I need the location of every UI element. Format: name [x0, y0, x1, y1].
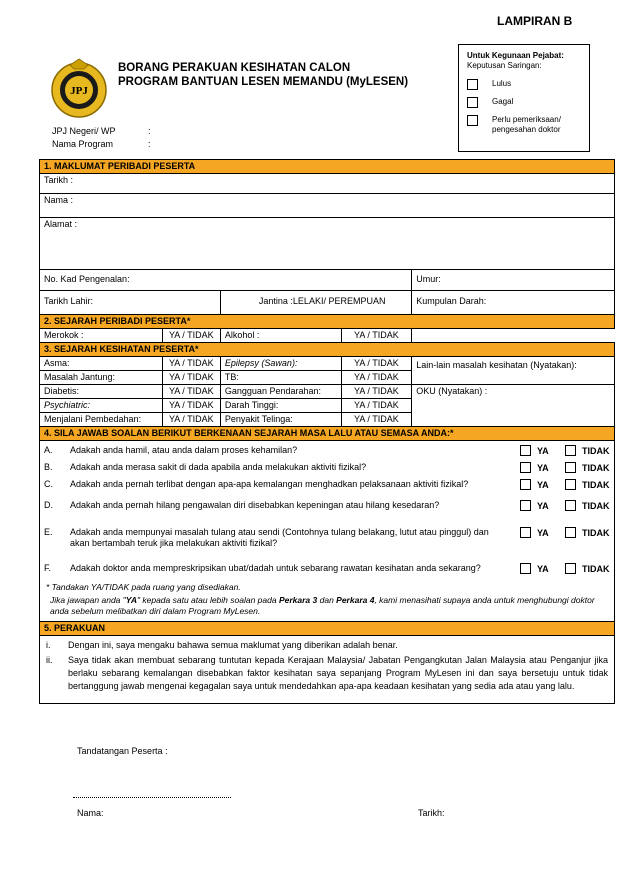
note-2: Jika jawapan anda "YA" kepada satu atau lebih soalan pada Perkara 3 dan Perkara 4, kami menasihati supaya anda untuk menghubungi doktor anda sebelum melibatkan diri dalam Program MyLesen.: [50, 595, 595, 616]
umur-field[interactable]: Umur:: [412, 270, 615, 291]
question-letter: D.: [44, 500, 53, 510]
tidak-checkbox[interactable]: [565, 527, 576, 538]
epilepsy-label: Epilepsy (Sawan):: [220, 357, 341, 371]
section-3-header: 3. SEJARAH KESIHATAN PESERTA*: [40, 343, 615, 357]
lulus-checkbox[interactable]: [467, 79, 478, 90]
darah-tinggi-label: Darah Tinggi:: [220, 399, 341, 413]
question-answers: [520, 445, 610, 456]
question-answers: [520, 479, 610, 490]
question-text: Adakah anda merasa sakit di dada apabila anda melakukan aktiviti fizikal?: [70, 462, 367, 472]
tb-label: TB:: [220, 371, 341, 385]
question-row: [44, 462, 610, 473]
alkohol-answer[interactable]: YA / TIDAK: [341, 329, 412, 343]
tidak-label: TIDAK: [582, 563, 610, 574]
question-letter: A.: [44, 445, 53, 455]
main-form-table: [39, 159, 615, 704]
tidak-label: TIDAK: [582, 527, 610, 538]
ya-checkbox[interactable]: [520, 500, 531, 511]
decl-text-1: Dengan ini, saya mengaku bahawa semua maklumat yang diberikan adalah benar.: [68, 640, 398, 650]
diabetis-label: Diabetis:: [40, 385, 163, 399]
question-letter: F.: [44, 563, 52, 573]
telinga-label: Penyakit Telinga:: [220, 413, 341, 427]
question-answers: [520, 527, 610, 538]
decl-num-1: i.: [46, 640, 51, 650]
alamat-field[interactable]: Alamat :: [40, 218, 615, 270]
tarikh-lahir-field[interactable]: Tarikh Lahir:: [40, 291, 221, 315]
question-row: [44, 500, 610, 511]
nama-program-label: Nama Program: [52, 139, 114, 149]
question-answers: [520, 500, 610, 511]
oku-field[interactable]: OKU (Nyatakan) :: [412, 385, 615, 427]
section-1-header: 1. MAKLUMAT PERIBADI PESERTA: [40, 160, 615, 174]
tidak-label: TIDAK: [582, 500, 610, 511]
psychiatric-label: Psychiatric:: [40, 399, 163, 413]
question-letter: E.: [44, 527, 53, 537]
signature-line[interactable]: [73, 797, 231, 798]
question-answers: [520, 462, 610, 473]
question-letter: B.: [44, 462, 53, 472]
ya-checkbox[interactable]: [520, 527, 531, 538]
question-text: Adakah anda hamil, atau anda dalam proses kehamilan?: [70, 445, 298, 455]
kad-pengenalan-field[interactable]: No. Kad Pengenalan:: [40, 270, 412, 291]
question-row: [44, 527, 610, 549]
tb-answer[interactable]: YA / TIDAK: [341, 371, 412, 385]
jpj-logo-icon: [48, 57, 110, 119]
merokok-answer[interactable]: YA / TIDAK: [162, 329, 220, 343]
ya-checkbox[interactable]: [520, 479, 531, 490]
question-text: Adakah anda pernah terlibat dengan apa-apa kemalangan menghadkan pelaksanaan aktiviti fizikal?: [70, 479, 469, 489]
pendarahan-label: Gangguan Pendarahan:: [220, 385, 341, 399]
tidak-label: TIDAK: [582, 462, 610, 473]
question-row: [44, 479, 610, 490]
ya-checkbox[interactable]: [520, 445, 531, 456]
alkohol-label: Alkohol :: [220, 329, 341, 343]
jantung-answer[interactable]: YA / TIDAK: [162, 371, 220, 385]
lampiran-label: LAMPIRAN B: [497, 14, 573, 28]
gagal-label: Gagal: [492, 97, 514, 106]
ya-checkbox[interactable]: [520, 462, 531, 473]
jantina-field[interactable]: Jantina :LELAKI/ PEREMPUAN: [220, 291, 411, 315]
question-text: Adakah anda mempunyai masalah tulang atau sendi (Contohnya tulang belakang, lutut atau pinggul) dan akan bertambah teruk jika melakukan aktiviti fizikal?: [70, 527, 489, 548]
merokok-label: Merokok :: [40, 329, 163, 343]
ya-label: YA: [537, 500, 549, 511]
form-title: BORANG PERAKUAN KESIHATAN CALON PROGRAM BANTUAN LESEN MEMANDU (MyLESEN): [118, 62, 409, 88]
office-heading: Untuk Kegunaan Pejabat:: [467, 51, 564, 60]
ya-label: YA: [537, 445, 549, 456]
gagal-checkbox[interactable]: [467, 97, 478, 108]
tidak-checkbox[interactable]: [565, 445, 576, 456]
pembedahan-answer[interactable]: YA / TIDAK: [162, 413, 220, 427]
question-text: Adakah doktor anda mempreskripsikan ubat/dadah untuk sebarang rawatan kesihatan anda sekarang?: [70, 563, 481, 573]
asma-label: Asma:: [40, 357, 163, 371]
questions-block: [40, 441, 615, 622]
tidak-label: TIDAK: [582, 479, 610, 490]
office-use-box: [458, 44, 590, 152]
question-text: Adakah anda pernah hilang pengawalan diri disebabkan kepeningan atau hilang kesedaran?: [70, 500, 440, 510]
decl-num-2: ii.: [46, 655, 53, 665]
perlu-pemeriksaan-label: Perlu pemeriksaan/ pengesahan doktor: [492, 115, 561, 134]
section-2-header: 2. SEJARAH PERIBADI PESERTA*: [40, 315, 615, 329]
pembedahan-label: Menjalani Pembedahan:: [40, 413, 163, 427]
footer-nama-label: Nama:: [77, 808, 104, 818]
svg-text:JPJ: JPJ: [70, 85, 88, 97]
section-4-header: 4. SILA JAWAB SOALAN BERIKUT BERKENAAN SEJARAH MASA LALU ATAU SEMASA ANDA:*: [40, 427, 615, 441]
kumpulan-darah-field[interactable]: Kumpulan Darah:: [412, 291, 615, 315]
signature-label: Tandatangan Peserta :: [77, 746, 168, 756]
question-row: [44, 563, 610, 574]
ya-label: YA: [537, 462, 549, 473]
psychiatric-answer[interactable]: YA / TIDAK: [162, 399, 220, 413]
note-1: * Tandakan YA/TIDAK pada ruang yang disediakan.: [46, 582, 241, 592]
footer-tarikh-label: Tarikh:: [418, 808, 445, 818]
jpj-negeri-label: JPJ Negeri/ WP: [52, 126, 116, 136]
pendarahan-answer[interactable]: YA / TIDAK: [341, 385, 412, 399]
nama-field[interactable]: Nama :: [40, 194, 615, 218]
meta-info: JPJ Negeri/ WP : Nama Program :: [52, 126, 151, 149]
tidak-checkbox[interactable]: [565, 500, 576, 511]
declaration-block: [40, 636, 615, 704]
tidak-checkbox[interactable]: [565, 462, 576, 473]
decl-text-2: Saya tidak akan membuat sebarang tuntutan kepada Kerajaan Malaysia/ Jabatan Pengangkutan Jalan Malaysia atau Penganjur jika berlaku sebarang kemalangan disebabkan faktor kesihatan saya sepanjang Program MyLesen ini dan saya bersetuju untuk tidak bertanggung jawab mengenai kegagalan saya untuk mendedahkan apa-apa keadaan kesihatan yang sedia ada atau yang lalu.: [68, 655, 608, 691]
asma-answer[interactable]: YA / TIDAK: [162, 357, 220, 371]
question-letter: C.: [44, 479, 53, 489]
office-sub: Keputusan Saringan:: [467, 61, 542, 70]
jantung-label: Masalah Jantung:: [40, 371, 163, 385]
tidak-checkbox[interactable]: [565, 479, 576, 490]
epilepsy-answer[interactable]: YA / TIDAK: [341, 357, 412, 371]
diabetis-answer[interactable]: YA / TIDAK: [162, 385, 220, 399]
ya-checkbox[interactable]: [520, 563, 531, 574]
ya-label: YA: [537, 479, 549, 490]
question-answers: [520, 563, 610, 574]
lain-lain-field[interactable]: Lain-lain masalah kesihatan (Nyatakan):: [412, 357, 615, 385]
ya-label: YA: [537, 563, 549, 574]
perlu-pemeriksaan-checkbox[interactable]: [467, 115, 478, 126]
section-5-header: 5. PERAKUAN: [40, 622, 615, 636]
ya-label: YA: [537, 527, 549, 538]
telinga-answer[interactable]: YA / TIDAK: [341, 413, 412, 427]
question-row: [44, 445, 610, 456]
tidak-label: TIDAK: [582, 445, 610, 456]
lulus-label: Lulus: [492, 79, 512, 88]
darah-tinggi-answer[interactable]: YA / TIDAK: [341, 399, 412, 413]
tidak-checkbox[interactable]: [565, 563, 576, 574]
tarikh-field[interactable]: Tarikh :: [40, 174, 615, 194]
